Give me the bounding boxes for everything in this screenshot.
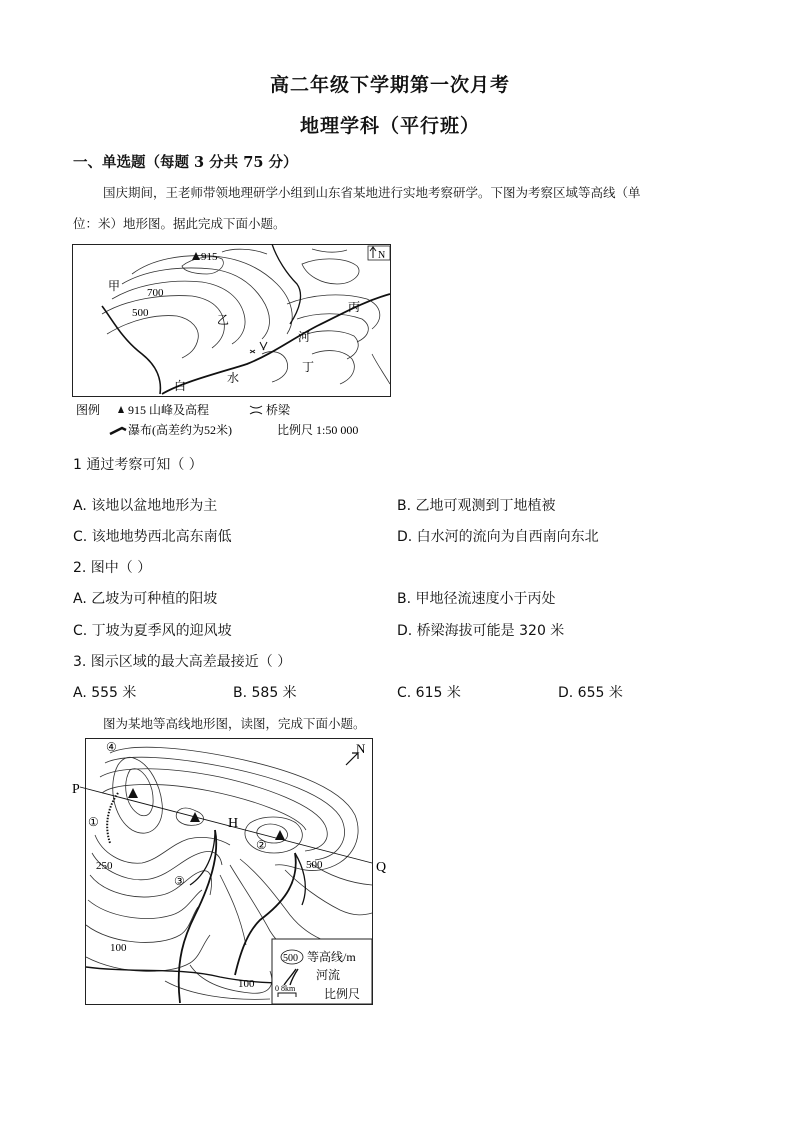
question-3-option-d: D. 655 米 (558, 685, 623, 701)
map1-ding-label: 丁 (302, 360, 315, 374)
bridge-icon (250, 406, 262, 414)
map1-shui-label: 水 (227, 371, 240, 385)
map2-p-label: P (72, 782, 80, 797)
map2-legend-contour: 等高线/m (307, 950, 356, 964)
map1-yi-label: 乙 (217, 313, 230, 327)
map1-legend-peak: 915 山峰及高程 (128, 403, 210, 417)
question-1-option-a: A. 该地以盆地地形为主 (73, 498, 218, 514)
question-2-option-d: D. 桥梁海拔可能是 320 米 (397, 623, 565, 639)
intro-line-2: 位：米）地形图。据此完成下面小题。 (73, 216, 286, 231)
map2-100a-label: 100 (110, 942, 127, 954)
question-3-option-b: B. 585 米 (233, 685, 297, 701)
map1-jia-label: 甲 (108, 279, 121, 293)
map1-legend-waterfall: 瀑布(高差约为52米) (128, 423, 232, 437)
question-3-stem: 3. 图示区域的最大高差最接近（ ） (73, 654, 292, 670)
map2-legend-scale: 比例尺 (324, 987, 361, 1001)
map2-250-label: 250 (96, 860, 113, 872)
map2-legend-river: 河流 (316, 968, 341, 982)
map2-marker-1: ① (88, 815, 99, 829)
page-subtitle: 地理学科（平行班） (300, 115, 481, 137)
map2-h-label: H (228, 816, 239, 831)
question-2-stem: 2. 图中（ ） (73, 560, 152, 576)
section-heading: 一、单选题（每题 3 分共 75 分） (73, 154, 298, 171)
map2-100b-label: 100 (238, 978, 255, 990)
question-3-option-a: A. 555 米 (73, 685, 137, 701)
map2-q-label: Q (376, 860, 387, 875)
map2-marker-2: ② (256, 838, 267, 852)
map1-north-label: N (378, 250, 386, 261)
topographic-map-1 (72, 244, 392, 438)
map2-n-label: N (356, 741, 366, 756)
map1-700-label: 700 (147, 287, 164, 299)
map2-marker-3: ③ (174, 874, 185, 888)
question-1-option-b: B. 乙地可观测到丁地植被 (397, 498, 556, 514)
map1-legend-prefix: 图例 (76, 403, 101, 417)
question-2-option-a: A. 乙坡为可种植的阳坡 (73, 591, 218, 607)
waterfall-icon (110, 428, 126, 434)
map1-legend-scale: 比例尺 1:50 000 (277, 423, 359, 437)
map1-he-label: 河 (298, 330, 311, 344)
map1-500-label: 500 (132, 307, 149, 319)
page-title: 高二年级下学期第一次月考 (270, 74, 511, 96)
intro-line-1: 国庆期间，王老师带领地理研学小组到山东省某地进行实地考察研学。下图为考察区域等高线（单 (103, 185, 641, 200)
intro-2: 图为某地等高线地形图，读图，完成下面小题。 (103, 716, 366, 731)
topographic-map-2 (70, 735, 392, 1007)
map1-peak-label: 915 (201, 251, 218, 263)
question-2-option-c: C. 丁坡为夏季风的迎风坡 (73, 623, 232, 639)
map1-legend-bridge: 桥梁 (266, 403, 291, 417)
map2-legend-contour-value: 500 (283, 953, 298, 964)
question-1-option-c: C. 该地地势西北高东南低 (73, 529, 232, 545)
question-3-option-c: C. 615 米 (397, 685, 461, 701)
question-1-option-d: D. 白水河的流向为自西南向东北 (397, 529, 599, 545)
map1-bing-label: 丙 (348, 300, 361, 314)
map1-bai-label: 白 (174, 379, 187, 393)
question-1-stem: 1 通过考察可知（ ） (73, 457, 203, 473)
question-2-option-b: B. 甲地径流速度小于丙处 (397, 591, 556, 607)
map2-500-label: 500 (306, 859, 323, 871)
map2-legend-scale-nums: 0 8km (275, 984, 296, 993)
map2-marker-4: ④ (106, 740, 117, 754)
